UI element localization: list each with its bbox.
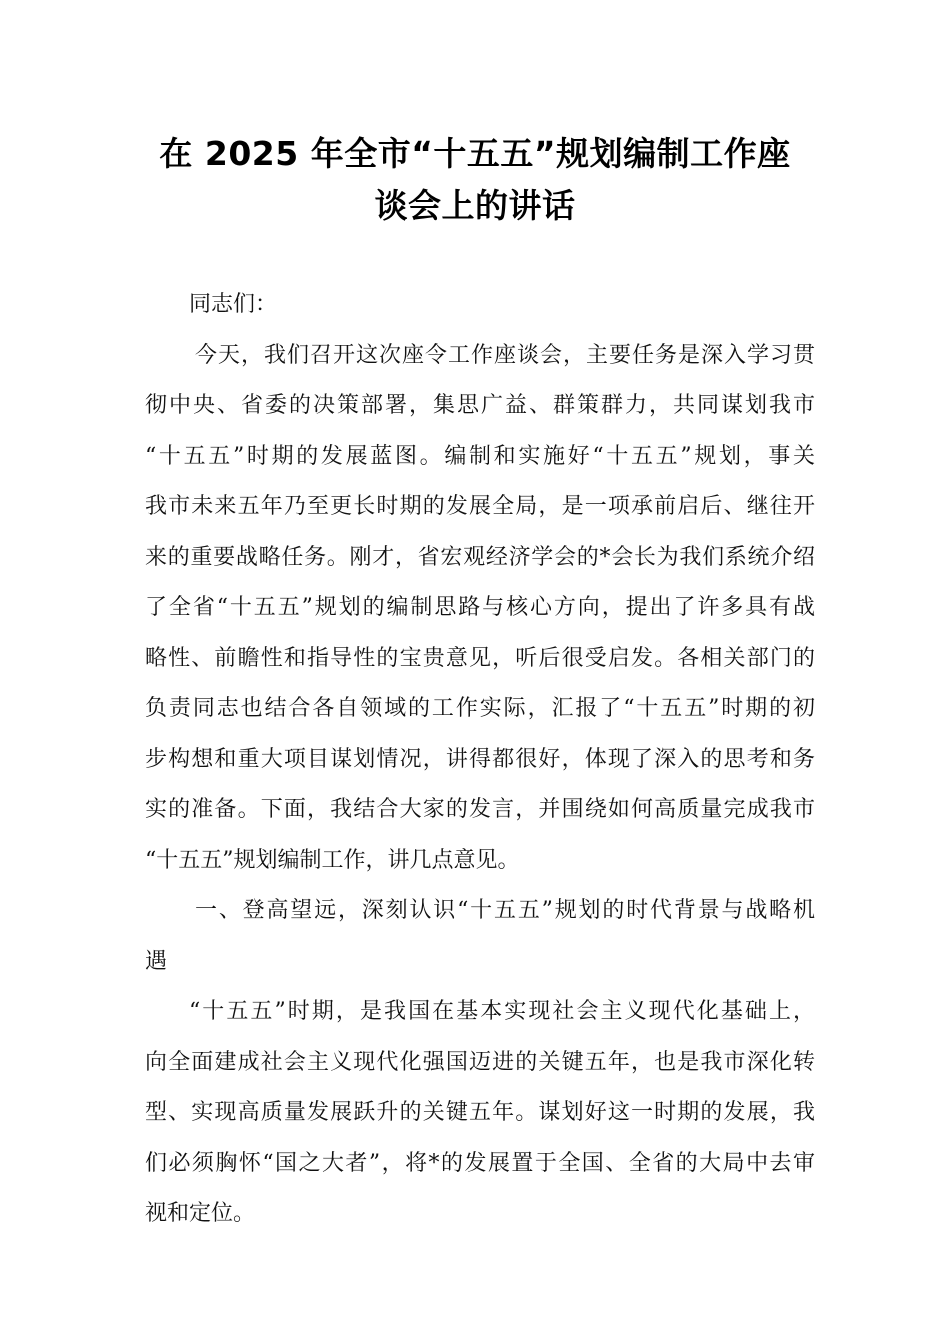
document-body	[145, 280, 815, 1240]
title-line-1: 在 2025 年全市“十五五”规划编制工作座	[159, 134, 791, 173]
salutation: 同志们：	[189, 292, 278, 317]
paragraph-3-line: 型、实现高质量发展跃升的关键五年。谋划好这一时期的发展，我	[145, 1100, 815, 1125]
paragraph-1-line: “十五五”规划编制工作，讲几点意见。	[145, 847, 520, 873]
paragraph-1-line: 我市未来五年乃至更长时期的发展全局，是一项承前启后、继往开	[145, 494, 815, 519]
paragraph-1-line: 负责同志也结合各自领域的工作实际，汇报了“十五五”时期的初	[145, 696, 815, 721]
document-title	[100, 128, 850, 232]
title-line-2: 谈会上的讲话	[374, 186, 576, 225]
section-heading-line: 一、登高望远，深刻认识“十五五”规划的时代背景与战略机	[195, 898, 815, 923]
paragraph-3-line: 们必须胸怀“国之大者”，将*的发展置于全国、全省的大局中去审	[145, 1150, 815, 1176]
paragraph-1-line: “十五五”时期的发展蓝图。编制和实施好“十五五”规划，事关	[145, 443, 815, 469]
paragraph-1-line: 步构想和重大项目谋划情况，讲得都很好，体现了深入的思考和务	[145, 746, 815, 772]
paragraph-1-line: 略性、前瞻性和指导性的宝贵意见，听后很受启发。各相关部门的	[145, 645, 815, 671]
paragraph-1-line: 实的准备。下面，我结合大家的发言，并围绕如何高质量完成我市	[145, 797, 815, 822]
paragraph-3-line: 向全面建成社会主义现代化强国迈进的关键五年，也是我市深化转	[145, 1049, 815, 1075]
section-heading-line: 遇	[145, 948, 168, 974]
paragraph-1-line: 来的重要战略任务。刚才，省宏观经济学会的*会长为我们系统介绍	[145, 544, 815, 570]
paragraph-1-line: 彻中央、省委的决策部署，集思广益、群策群力，共同谋划我市	[145, 393, 815, 418]
paragraph-1-line: 了全省“十五五”规划的编制思路与核心方向，提出了许多具有战	[145, 595, 815, 620]
paragraph-1-line: 今天，我们召开这次座令工作座谈会，主要任务是深入学习贯	[195, 342, 815, 368]
paragraph-3-line: “十五五”时期，是我国在基本实现社会主义现代化基础上，	[189, 999, 815, 1024]
paragraph-3-line: 视和定位。	[145, 1201, 256, 1226]
